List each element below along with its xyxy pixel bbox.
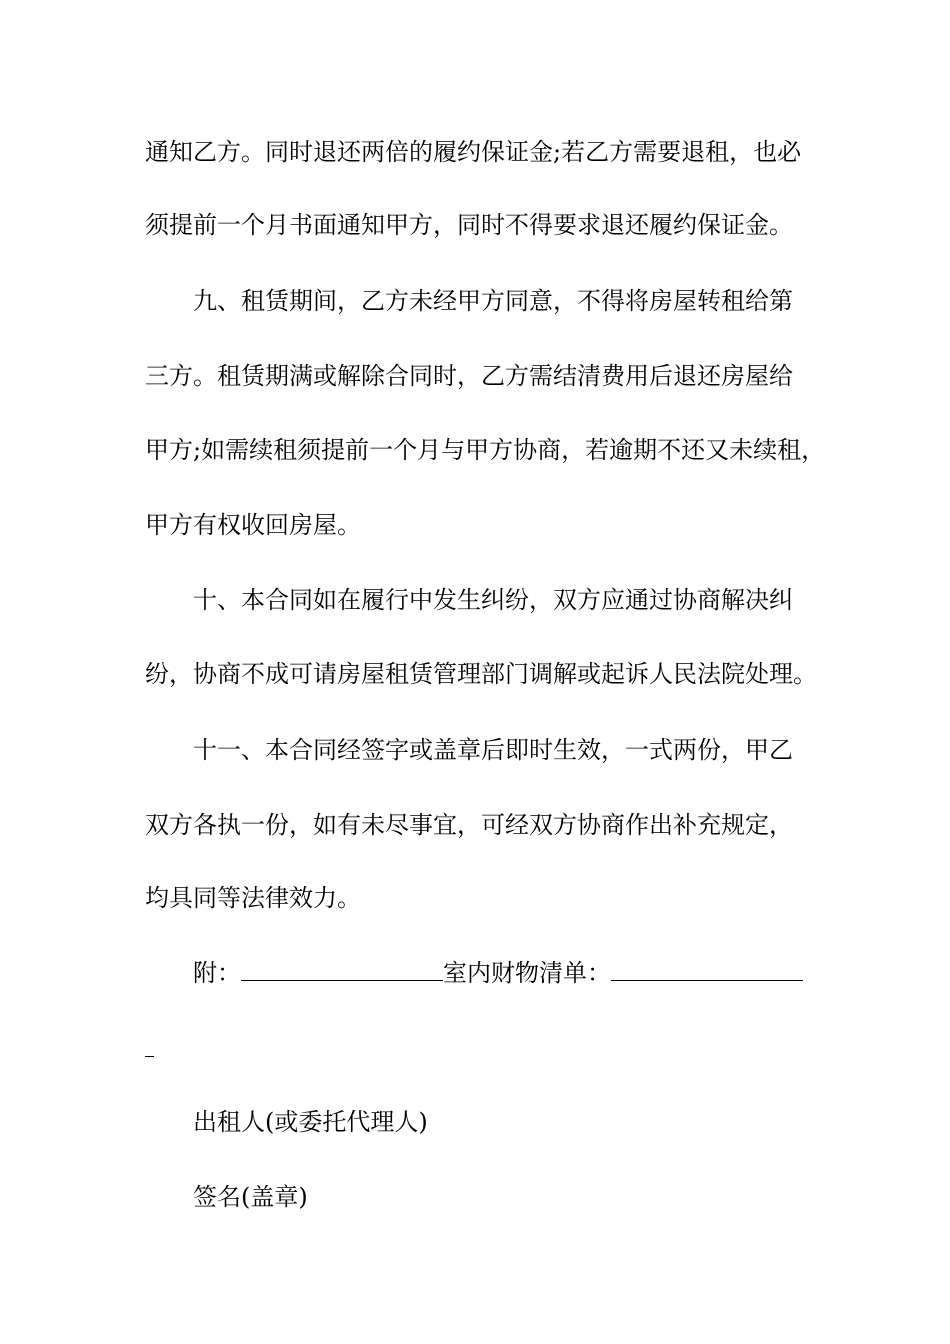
clause-11-line: 十一、本合同经签字或盖章后即时生效，一式两份，甲乙: [193, 736, 793, 764]
lessor-label: 出租人(或委托代理人): [193, 1108, 428, 1136]
paragraph-line: 甲方有权收回房屋。: [145, 511, 361, 539]
paragraph-line: 均具同等法律效力。: [145, 884, 361, 912]
paragraph-line: 三方。租赁期满或解除合同时，乙方需结清费用后退还房屋给: [145, 362, 793, 390]
paragraph-line: 甲方;如需续租须提前一个月与甲方协商，若逾期不还又未续租，: [145, 436, 826, 464]
paragraph-line: 双方各执一份，如有未尽事宜，可经双方协商作出补充规定，: [145, 811, 793, 839]
paragraph-line: 通知乙方。同时退还两倍的履约保证金;若乙方需要退租，也必: [145, 138, 802, 166]
clause-9-line: 九、租赁期间，乙方未经甲方同意，不得将房屋转租给第: [193, 287, 793, 315]
signature-label: 签名(盖章): [193, 1183, 308, 1211]
attachment-blank[interactable]: [241, 960, 443, 981]
inventory-blank-continuation[interactable]: [145, 1056, 154, 1057]
clause-10-line: 十、本合同如在履行中发生纠纷，双方应通过协商解决纠: [193, 586, 793, 614]
paragraph-line: 纷，协商不成可请房屋租赁管理部门调解或起诉人民法院处理。: [145, 660, 817, 688]
paragraph-line: 须提前一个月书面通知甲方，同时不得要求退还履约保证金。: [145, 211, 793, 239]
inventory-label: 室内财物清单：: [443, 959, 611, 987]
inventory-blank[interactable]: [611, 960, 803, 981]
attachment-line: [193, 958, 803, 988]
attachment-label: 附：: [193, 959, 241, 987]
